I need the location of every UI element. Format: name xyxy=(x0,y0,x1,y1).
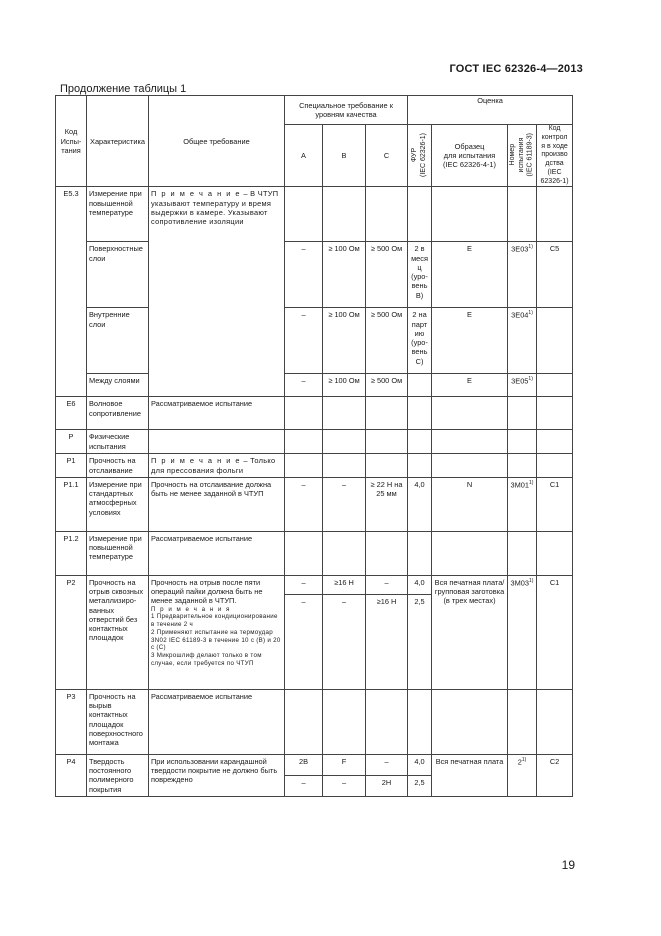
code-cell: P4 xyxy=(56,754,87,796)
table-row xyxy=(56,187,573,242)
code-cell: P xyxy=(56,430,87,454)
value-fur: 4,0 xyxy=(408,575,432,594)
characteristic-cell: Между слоями xyxy=(87,374,149,397)
table-row xyxy=(56,754,573,775)
col-c-header: C xyxy=(366,125,408,187)
code-cell: P1.2 xyxy=(56,531,87,575)
characteristic-cell: Прочность на отрыв сквозных металлизиро-ванных отверстий без контактных площадок xyxy=(87,575,149,689)
value-a: 2B xyxy=(285,754,323,775)
col-test-no-header: Номер испытания (IEC 61189-3) xyxy=(508,125,537,187)
value-c: ≥ 500 Ом xyxy=(366,242,408,308)
general-cell: Рассматриваемое испытание xyxy=(149,689,285,754)
value-fur: 4,0 xyxy=(408,754,432,775)
characteristic-cell: Поверхностные слои xyxy=(87,242,149,308)
value-test: 3M01$^{1)}$ xyxy=(508,477,537,531)
characteristic-cell: Измерение при повышенной температуре xyxy=(87,531,149,575)
value-a: – xyxy=(285,374,323,397)
characteristic-cell: Волновое сопротивление xyxy=(87,397,149,430)
general-cell: Рассматриваемое испытание xyxy=(149,531,285,575)
code-cell: P2 xyxy=(56,575,87,689)
general-cell: Рассматриваемое испытание xyxy=(149,397,285,430)
note-cell: П р и м е ч а н и е – Только для прессования фольги xyxy=(149,454,285,478)
value-control: C1 xyxy=(537,575,573,689)
characteristic-cell: Внутренние слои xyxy=(87,308,149,374)
table-row xyxy=(56,397,573,430)
value-a: – xyxy=(285,594,323,689)
value-c: 2H xyxy=(366,775,408,796)
value-b: – xyxy=(323,594,366,689)
value-sample: Вся печатная плата/групповая заготовка (в трех местах) xyxy=(432,575,508,689)
document-header: ГОСТ IEC 62326-4—2013 xyxy=(449,63,583,75)
value-fur: 2 на партию (уро-вень C) xyxy=(408,308,432,374)
requirements-table xyxy=(55,95,573,797)
col-evaluation-header: Оценка xyxy=(408,96,573,125)
col-fur-header: ФУР (IEC 62326-1) xyxy=(408,125,432,187)
table-row xyxy=(56,531,573,575)
value-fur: 4,0 xyxy=(408,477,432,531)
characteristic-cell: Прочность на отслаивание xyxy=(87,454,149,478)
value-fur: 2 в месяц (уро-вень B) xyxy=(408,242,432,308)
table-row xyxy=(56,477,573,531)
value-fur: 2,5 xyxy=(408,594,432,689)
value-control: C1 xyxy=(537,477,573,531)
value-a: – xyxy=(285,775,323,796)
general-cell: При использовании карандашной твердости покрытие не должно быть повреждено xyxy=(149,754,285,796)
value-b: F xyxy=(323,754,366,775)
value-control: C2 xyxy=(537,754,573,796)
table-row xyxy=(56,308,573,374)
value-b: ≥16 Н xyxy=(323,575,366,594)
value-sample: E xyxy=(432,374,508,397)
characteristic-cell: Измерение при повышенной температуре xyxy=(87,187,149,242)
table-row xyxy=(56,454,573,478)
value-sample: E xyxy=(432,242,508,308)
value-c: ≥ 22 Н на 25 мм xyxy=(366,477,408,531)
col-b-header: B xyxy=(323,125,366,187)
value-c: ≥ 500 Ом xyxy=(366,308,408,374)
col-control-header: Код контрол я в ходе произво дства (IEC 62326-1) xyxy=(537,125,573,187)
code-cell: E6 xyxy=(56,397,87,430)
value-b: ≥ 100 Ом xyxy=(323,242,366,308)
value-test: 3E05$^{1)}$ xyxy=(508,374,537,397)
col-special-header: Специальное требование к уровням качества xyxy=(285,96,408,125)
value-b: – xyxy=(323,775,366,796)
table-row xyxy=(56,242,573,308)
code-cell: P3 xyxy=(56,689,87,754)
value-c: – xyxy=(366,575,408,594)
code-cell: P1 xyxy=(56,454,87,478)
value-a: – xyxy=(285,477,323,531)
characteristic-cell: Измерение при стандартных атмосферных условиях xyxy=(87,477,149,531)
table-row xyxy=(56,689,573,754)
value-test: 3E04$^{1)}$ xyxy=(508,308,537,374)
note-cell: П р и м е ч а н и е – В ЧТУП указывают температуру и время выдержки в камере. Указывают сопротивление изоляции xyxy=(149,187,285,397)
col-a-header: A xyxy=(285,125,323,187)
col-sample-header: Образец для испытания (IEC 62326-4-1) xyxy=(432,125,508,187)
col-general-header: Общее требование xyxy=(149,96,285,187)
characteristic-cell: Физические испытания xyxy=(87,430,149,454)
table-row xyxy=(56,430,573,454)
value-c: ≥ 500 Ом xyxy=(366,374,408,397)
value-a: – xyxy=(285,575,323,594)
value-c: ≥16 Н xyxy=(366,594,408,689)
value-a: – xyxy=(285,242,323,308)
table-row xyxy=(56,374,573,397)
value-test: 3E03$^{1)}$ xyxy=(508,242,537,308)
value-a: – xyxy=(285,308,323,374)
value-test: 3M03$^{1)}$ xyxy=(508,575,537,689)
code-cell: P1.1 xyxy=(56,477,87,531)
col-characteristic-header: Характеристика xyxy=(87,96,149,187)
value-c: – xyxy=(366,754,408,775)
table-row xyxy=(56,575,573,594)
value-b: ≥ 100 Ом xyxy=(323,374,366,397)
value-sample: Вся печатная плата xyxy=(432,754,508,796)
characteristic-cell: Твердость постоянного полимерного покрытия xyxy=(87,754,149,796)
value-sample: N xyxy=(432,477,508,531)
value-b: ≥ 100 Ом xyxy=(323,308,366,374)
value-test: 2$^{1)}$ xyxy=(508,754,537,796)
general-cell: Прочность на отслаивание должна быть не менее заданной в ЧТУП xyxy=(149,477,285,531)
value-b: – xyxy=(323,477,366,531)
value-fur: 2,5 xyxy=(408,775,432,796)
col-code-header: Код Испы- тания xyxy=(56,96,87,187)
value-control: C5 xyxy=(537,242,573,308)
table-continuation-title: Продолжение таблицы 1 xyxy=(60,83,187,95)
characteristic-cell: Прочность на вырыв контактных площадок поверхностного монтажа xyxy=(87,689,149,754)
value-sample: E xyxy=(432,308,508,374)
page-number: 19 xyxy=(561,858,575,872)
code-cell: E5.3 xyxy=(56,187,87,397)
general-cell: Прочность на отрыв после пяти операций пайки должна быть не менее заданной в ЧТУП. П р и м е ч а н и я 1 Предварительное кондиционирование в течение 2 ч 2 Применяют испытание на термоудар 3N02 IEC 61189-3 в течение 10 с (B) и 20 с (C) 3 Микрошлиф делают только в том случае, если требуется по ЧТУП xyxy=(149,575,285,689)
